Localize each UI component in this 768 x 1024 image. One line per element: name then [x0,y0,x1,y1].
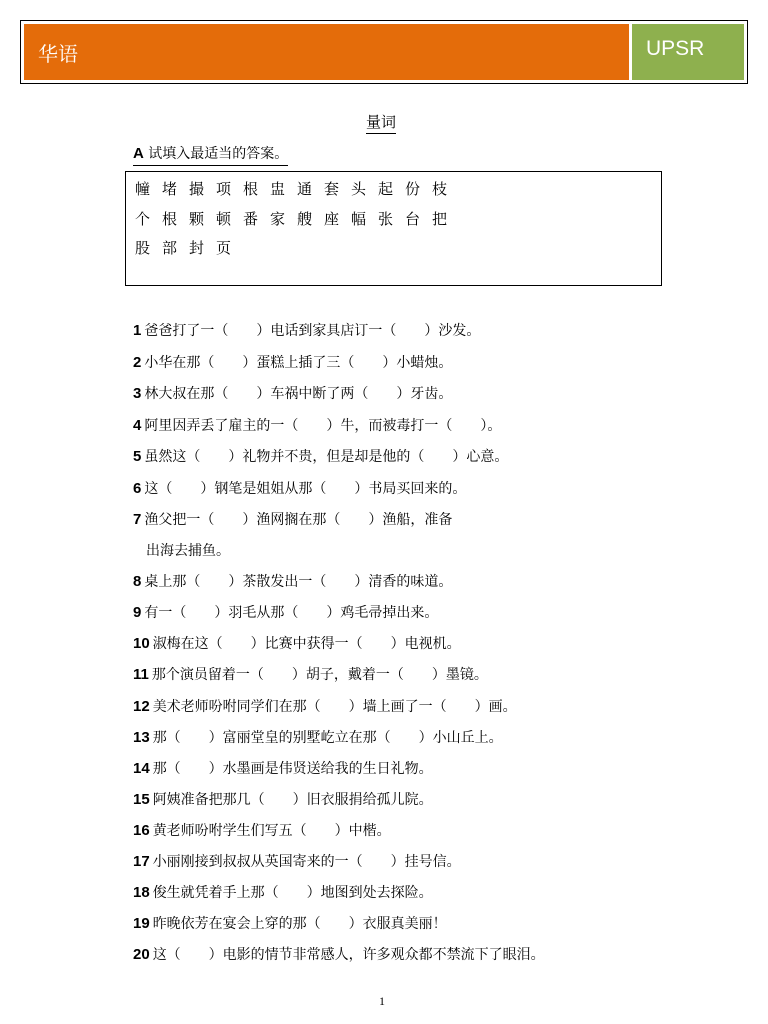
question-text: 那个演员留着一（ ）胡子，戴着一（ ）墨镜。 [151,667,488,683]
word-bank-item: 台 [405,210,421,228]
question-text: 渔父把一（ ）渔网搁在那（ ）渔船，准备 [144,512,453,528]
question-number: 2 [133,354,142,371]
word-bank-item: 股 [135,239,151,257]
exam-label: UPSR [646,37,705,60]
word-bank-item: 个 [135,210,151,228]
question-item [133,353,452,373]
question-number: 19 [133,915,150,932]
word-bank-item: 项 [216,180,232,198]
question-text: 阿姨准备把那几（ ）旧衣服捐给孤儿院。 [152,792,433,808]
question-text: 这（ ）电影的情节非常感人，许多观众都不禁流下了眼泪。 [152,947,545,963]
question-number: 16 [133,822,150,839]
question-text: 小华在那（ ）蛋糕上插了三（ ）小蜡烛。 [144,355,453,371]
word-bank-item: 枝 [432,180,448,198]
question-item [133,914,447,934]
question-number: 6 [133,480,142,497]
question-text: 爸爸打了一（ ）电话到家具店订一（ ）沙发。 [144,323,481,339]
question-text: 那（ ）富丽堂皇的别墅屹立在那（ ）小山丘上。 [152,730,503,746]
question-number: 17 [133,853,150,870]
page-title: 量词 [366,113,396,134]
question-number: 12 [133,698,150,715]
word-bank-item: 家 [270,210,286,228]
word-bank-item: 盅 [270,180,286,198]
question-number: 13 [133,729,150,746]
question-number: 10 [133,635,150,652]
question-number: 1 [133,322,142,339]
word-bank-item: 艘 [297,210,313,228]
question-text: 小丽刚接到叔叔从英国寄来的一（ ）挂号信。 [152,854,461,870]
word-bank-item: 幅 [351,210,367,228]
word-bank-item: 番 [243,210,259,228]
question-text: 黄老师吩咐学生们写五（ ）中楷。 [152,823,391,839]
question-item [133,852,461,872]
word-bank-item: 封 [189,239,205,257]
question-number: 4 [133,417,142,434]
question-text: 虽然这（ ）礼物并不贵，但是却是他的（ ）心意。 [144,449,509,465]
word-bank-item: 根 [162,210,178,228]
question-text: 美术老师吩咐同学们在那（ ）墙上画了一（ ）画。 [152,699,517,715]
question-item [133,603,438,623]
word-bank-item: 把 [432,210,448,228]
word-bank-item: 撮 [189,180,205,198]
question-item [133,479,466,499]
question-number: 5 [133,448,142,465]
word-bank-item: 幢 [135,180,151,198]
word-bank-item: 起 [378,180,394,198]
instruction [133,145,288,166]
question-text: 淑梅在这（ ）比赛中获得一（ ）电视机。 [152,636,461,652]
question-item [133,759,433,779]
question-text: 昨晚依芳在宴会上穿的那（ ）衣服真美丽！ [152,916,447,932]
question-text: 那（ ）水墨画是伟贤送给我的生日礼物。 [152,761,433,777]
question-number: 15 [133,791,150,808]
question-number: 18 [133,884,150,901]
question-item [133,883,433,903]
word-bank [125,171,662,286]
page-number: 1 [379,994,385,1008]
header-banner [20,20,748,84]
question-text: 阿里因弄丢了雇主的一（ ）牛，而被毒打一（ ）。 [144,418,502,434]
question-number: 14 [133,760,150,777]
word-bank-item: 张 [378,210,394,228]
subject-label: 华语 [38,42,78,66]
word-bank-item: 头 [351,180,367,198]
question-number: 11 [133,666,149,683]
question-number: 20 [133,946,150,963]
word-bank-item: 页 [216,239,232,257]
question-item [133,634,461,654]
question-number: 8 [133,573,142,590]
word-bank-item: 份 [405,180,421,198]
instruction-text: 试填入最适当的答案。 [143,146,289,162]
section-label: A [133,145,144,162]
word-bank-row-3 [135,237,243,259]
question-number: 9 [133,604,142,621]
question-text: 俊生就凭着手上那（ ）地图到处去探险。 [152,885,433,901]
word-bank-row-2 [135,208,459,230]
question-item [133,697,517,717]
subject-banner [24,24,629,80]
question-item [133,510,452,530]
word-bank-item: 部 [162,239,178,257]
question-text: 这（ ）钢笔是姐姐从那（ ）书局买回来的。 [144,481,467,497]
question-text: 桌上那（ ）茶散发出一（ ）清香的味道。 [144,574,453,590]
exam-banner [632,24,744,80]
question-item [133,572,452,592]
question-continuation: 出海去捕鱼。 [146,543,230,559]
question-item [133,416,501,436]
question-item [133,945,545,965]
question-item [133,790,433,810]
word-bank-item: 顿 [216,210,232,228]
question-item [133,447,508,467]
question-item [133,384,452,404]
question-item [133,728,503,748]
word-bank-row-1 [135,178,459,200]
question-number: 7 [133,511,142,528]
question-item [133,665,488,685]
word-bank-item: 套 [324,180,340,198]
word-bank-item: 根 [243,180,259,198]
word-bank-item: 堵 [162,180,178,198]
word-bank-item: 颗 [189,210,205,228]
question-text: 林大叔在那（ ）车祸中断了两（ ）牙齿。 [144,386,453,402]
question-item [133,321,480,341]
question-text: 有一（ ）羽毛从那（ ）鸡毛帚掉出来。 [144,605,439,621]
word-bank-item: 座 [324,210,340,228]
word-bank-item: 通 [297,180,313,198]
question-item [133,821,391,841]
question-number: 3 [133,385,142,402]
